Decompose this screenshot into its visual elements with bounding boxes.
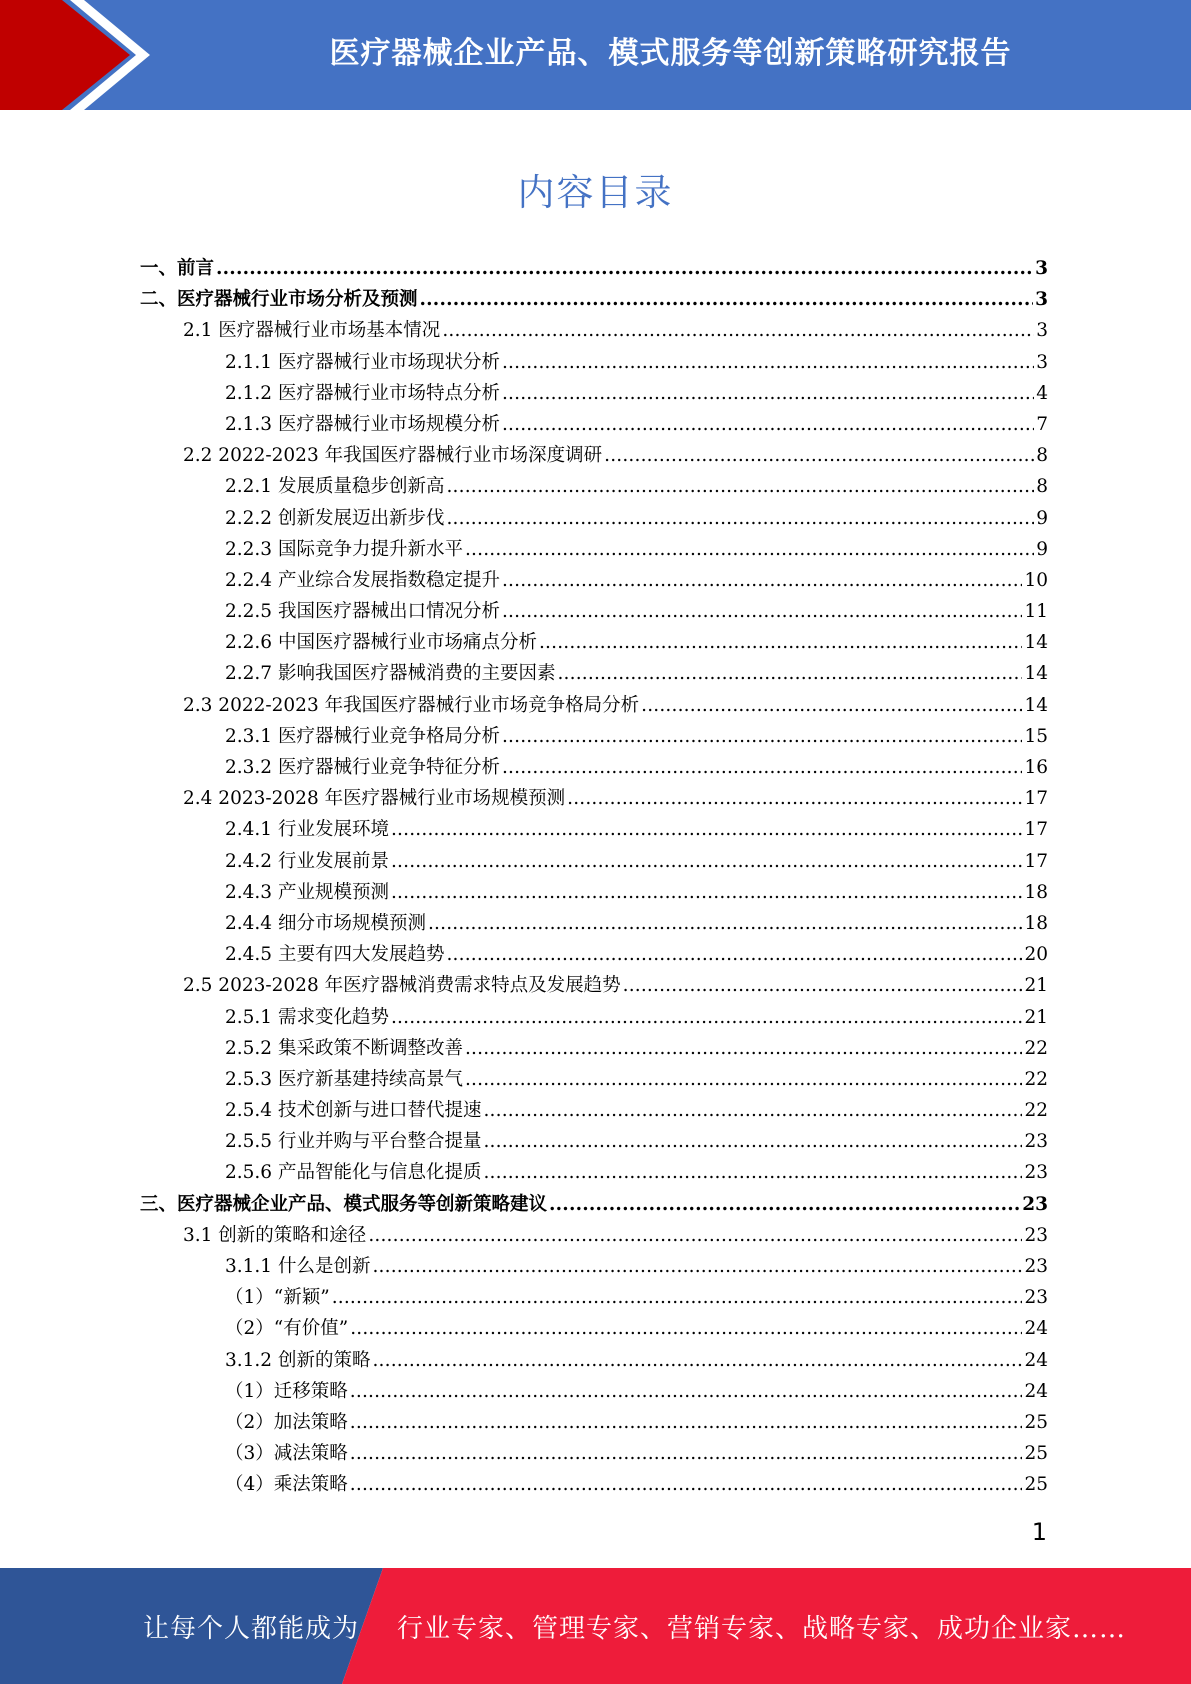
toc-dot-leader bbox=[465, 1064, 1022, 1095]
toc-entry-page: 18 bbox=[1024, 881, 1048, 903]
toc-entry[interactable] bbox=[140, 908, 1048, 939]
toc-entry[interactable] bbox=[140, 1407, 1048, 1438]
toc-dot-leader bbox=[391, 877, 1022, 908]
toc-entry[interactable] bbox=[140, 503, 1048, 534]
toc-entry-title: 2.3 2022-2023 年我国医疗器械行业市场竞争格局分析 bbox=[183, 694, 640, 716]
toc-entry-title: 3.1 创新的策略和途径 bbox=[183, 1224, 367, 1246]
toc-entry-title: （1）“新颖” bbox=[225, 1287, 330, 1309]
toc-entry-page: 23 bbox=[1022, 1193, 1048, 1215]
toc-entry-title: 2.2 2022-2023 年我国医疗器械行业市场深度调研 bbox=[183, 445, 603, 467]
toc-dot-leader bbox=[641, 690, 1022, 721]
toc-entry-title: 2.1.3 医疗器械行业市场规模分析 bbox=[225, 413, 500, 435]
toc-entry[interactable] bbox=[140, 409, 1048, 440]
toc-entry-page: 20 bbox=[1024, 944, 1048, 966]
toc-entry-title: 二、医疗器械行业市场分析及预测 bbox=[140, 289, 418, 311]
toc-dot-leader bbox=[428, 908, 1022, 939]
toc-dot-leader bbox=[483, 1126, 1022, 1157]
toc-entry-page: 8 bbox=[1036, 476, 1048, 498]
toc-entry[interactable] bbox=[140, 627, 1048, 658]
toc-dot-leader bbox=[372, 1251, 1022, 1282]
toc-dot-leader bbox=[350, 1438, 1023, 1469]
toc-entry-page: 3 bbox=[1036, 351, 1048, 373]
toc-entry[interactable] bbox=[140, 1064, 1048, 1095]
toc-entry-page: 25 bbox=[1024, 1474, 1048, 1496]
toc-dot-leader bbox=[502, 721, 1022, 752]
toc-dot-leader bbox=[216, 253, 1033, 284]
toc-entry-page: 21 bbox=[1024, 975, 1048, 997]
toc-dot-leader bbox=[446, 503, 1034, 534]
toc-entry-page: 17 bbox=[1024, 850, 1048, 872]
toc-entry-title: 2.5.5 行业并购与平台整合提量 bbox=[225, 1131, 482, 1153]
toc-dot-leader bbox=[483, 1095, 1022, 1126]
toc-entry[interactable] bbox=[140, 565, 1048, 596]
toc-dot-leader bbox=[442, 315, 1034, 346]
toc-dot-leader bbox=[391, 814, 1022, 845]
toc-entry-title: 2.2.3 国际竞争力提升新水平 bbox=[225, 538, 463, 560]
toc-entry[interactable] bbox=[140, 846, 1048, 877]
toc-entry-page: 3 bbox=[1035, 258, 1048, 279]
toc-entry-title: 2.5 2023-2028 年医疗器械消费需求特点及发展趋势 bbox=[183, 975, 621, 997]
toc-dot-leader bbox=[332, 1282, 1023, 1313]
toc-entry-page: 21 bbox=[1024, 1006, 1048, 1028]
toc-entry-title: （2）“有价值” bbox=[225, 1318, 349, 1340]
toc-entry[interactable] bbox=[140, 471, 1048, 502]
header-chevron-shape bbox=[0, 0, 160, 110]
toc-dot-leader bbox=[350, 1313, 1022, 1344]
toc-entry-page: 14 bbox=[1024, 694, 1048, 716]
toc-entry-title: 2.5.3 医疗新基建持续高景气 bbox=[225, 1068, 463, 1090]
toc-entry-page: 9 bbox=[1036, 538, 1048, 560]
toc-entry[interactable] bbox=[140, 814, 1048, 845]
toc-entry-page: 25 bbox=[1024, 1443, 1048, 1465]
toc-entry-page: 22 bbox=[1024, 1068, 1048, 1090]
toc-entry[interactable] bbox=[140, 1469, 1048, 1500]
toc-dot-leader bbox=[502, 378, 1034, 409]
toc-entry[interactable] bbox=[140, 658, 1048, 689]
toc-dot-leader bbox=[604, 440, 1034, 471]
toc-entry[interactable] bbox=[140, 970, 1048, 1001]
toc-entry[interactable] bbox=[140, 1438, 1048, 1469]
toc-entry[interactable] bbox=[140, 1002, 1048, 1033]
toc-entry[interactable] bbox=[140, 378, 1048, 409]
toc-entry[interactable] bbox=[140, 347, 1048, 378]
toc-entry-page: 17 bbox=[1024, 788, 1048, 810]
toc-dot-leader bbox=[567, 783, 1022, 814]
toc-dot-leader bbox=[372, 1345, 1022, 1376]
toc-entry-title: 3.1.1 什么是创新 bbox=[225, 1256, 371, 1277]
toc-entry-page: 24 bbox=[1024, 1380, 1048, 1402]
toc-dot-leader bbox=[420, 284, 1034, 315]
toc-entry-page: 9 bbox=[1036, 507, 1048, 529]
toc-entry-page: 11 bbox=[1024, 601, 1048, 623]
toc-entry-title: 2.4 2023-2028 年医疗器械行业市场规模预测 bbox=[183, 788, 566, 810]
toc-entry-title: 2.3.1 医疗器械行业竞争格局分析 bbox=[225, 725, 500, 747]
toc-dot-leader bbox=[539, 627, 1022, 658]
toc-dot-leader bbox=[368, 1220, 1022, 1251]
toc-dot-leader bbox=[350, 1469, 1023, 1500]
toc-entry-page: 17 bbox=[1024, 819, 1048, 841]
toc-entry-title: 三、医疗器械企业产品、模式服务等创新策略建议 bbox=[140, 1193, 548, 1215]
toc-entry[interactable] bbox=[140, 1126, 1048, 1157]
toc-entry-title: 2.2.1 发展质量稳步创新高 bbox=[225, 476, 445, 498]
toc-entry-title: 2.5.6 产品智能化与信息化提质 bbox=[225, 1162, 482, 1184]
toc-dot-leader bbox=[465, 534, 1034, 565]
footer-slogan-right: 行业专家、管理专家、营销专家、战略专家、成功企业家…… bbox=[397, 1613, 1127, 1644]
toc-entry[interactable] bbox=[140, 1345, 1048, 1376]
toc-entry[interactable] bbox=[140, 1313, 1048, 1344]
toc-entry-page: 7 bbox=[1036, 413, 1048, 435]
toc-dot-leader bbox=[465, 1033, 1022, 1064]
page-number: 1 bbox=[1031, 1518, 1047, 1546]
toc-entry[interactable] bbox=[140, 284, 1048, 315]
toc-entry-title: 2.2.6 中国医疗器械行业市场痛点分析 bbox=[225, 632, 537, 654]
toc-entry-title: （3）减法策略 bbox=[225, 1443, 348, 1465]
toc-entry-page: 14 bbox=[1024, 663, 1048, 685]
toc-entry-page: 3 bbox=[1035, 289, 1048, 311]
toc-entry[interactable] bbox=[140, 440, 1048, 471]
toc-entry-page: 24 bbox=[1024, 1349, 1048, 1371]
toc-entry-title: （2）加法策略 bbox=[225, 1411, 348, 1433]
footer-band bbox=[0, 1568, 1191, 1684]
toc-entry[interactable] bbox=[140, 939, 1048, 970]
toc-title: 内容目录 bbox=[517, 171, 674, 214]
toc-dot-leader bbox=[391, 846, 1022, 877]
toc-entry-page: 16 bbox=[1024, 757, 1048, 778]
toc-entry-page: 18 bbox=[1024, 912, 1048, 934]
toc-entry-title: 2.1.1 医疗器械行业市场现状分析 bbox=[225, 351, 500, 373]
toc-entry-page: 23 bbox=[1024, 1131, 1048, 1153]
toc-entry-title: 2.4.1 行业发展环境 bbox=[225, 819, 389, 841]
toc-entry-page: 23 bbox=[1024, 1162, 1048, 1184]
toc-entry-page: 23 bbox=[1024, 1287, 1048, 1309]
toc-entry[interactable] bbox=[140, 690, 1048, 721]
toc-entry-page: 22 bbox=[1024, 1100, 1048, 1122]
toc-entry-title: 2.2.5 我国医疗器械出口情况分析 bbox=[225, 601, 500, 623]
toc-entry-title: （4）乘法策略 bbox=[225, 1474, 348, 1496]
toc-entry-title: 2.2.7 影响我国医疗器械消费的主要因素 bbox=[225, 663, 556, 685]
toc-entry-title: 2.3.2 医疗器械行业竞争特征分析 bbox=[225, 757, 500, 778]
toc-entry-title: 2.4.5 主要有四大发展趋势 bbox=[225, 944, 445, 966]
toc-entry-page: 23 bbox=[1024, 1256, 1048, 1277]
toc-entry[interactable] bbox=[140, 534, 1048, 565]
toc-entry-title: 2.4.3 产业规模预测 bbox=[225, 881, 389, 903]
toc-entry[interactable] bbox=[140, 253, 1048, 284]
toc-entry[interactable] bbox=[140, 315, 1048, 346]
toc-entry-title: 2.5.2 集采政策不断调整改善 bbox=[225, 1037, 463, 1059]
toc-entry-title: 2.1 医疗器械行业市场基本情况 bbox=[183, 320, 441, 342]
toc-entry-page: 25 bbox=[1024, 1411, 1048, 1433]
toc-dot-leader bbox=[502, 752, 1022, 783]
toc-entry-title: 2.2.4 产业综合发展指数稳定提升 bbox=[225, 569, 500, 591]
toc-dot-leader bbox=[502, 596, 1022, 627]
toc-dot-leader bbox=[391, 1002, 1022, 1033]
toc-entry-page: 3 bbox=[1036, 320, 1048, 342]
toc-entry-title: 2.5.4 技术创新与进口替代提速 bbox=[225, 1100, 482, 1122]
toc-dot-leader bbox=[446, 939, 1022, 970]
toc-entry[interactable] bbox=[140, 1251, 1048, 1282]
toc-dot-leader bbox=[502, 347, 1034, 378]
table-of-contents bbox=[140, 253, 1048, 1501]
toc-entry-title: 2.2.2 创新发展迈出新步伐 bbox=[225, 507, 445, 529]
toc-entry[interactable] bbox=[140, 1095, 1048, 1126]
toc-entry[interactable] bbox=[140, 783, 1048, 814]
toc-entry[interactable] bbox=[140, 1189, 1048, 1220]
toc-dot-leader bbox=[483, 1157, 1022, 1188]
toc-entry-page: 4 bbox=[1036, 382, 1048, 404]
toc-entry-title: 2.4.4 细分市场规模预测 bbox=[225, 912, 426, 934]
toc-dot-leader bbox=[446, 471, 1034, 502]
toc-dot-leader bbox=[623, 970, 1023, 1001]
toc-entry[interactable] bbox=[140, 1220, 1048, 1251]
toc-entry-title: 一、前言 bbox=[140, 258, 215, 279]
toc-entry-title: 2.4.2 行业发展前景 bbox=[225, 850, 389, 872]
toc-entry[interactable] bbox=[140, 596, 1048, 627]
toc-entry-page: 23 bbox=[1024, 1224, 1048, 1246]
toc-entry[interactable] bbox=[140, 877, 1048, 908]
toc-entry-page: 8 bbox=[1036, 445, 1048, 467]
toc-dot-leader bbox=[549, 1189, 1020, 1220]
toc-entry-page: 10 bbox=[1024, 569, 1048, 591]
toc-entry-page: 24 bbox=[1024, 1318, 1048, 1340]
toc-dot-leader bbox=[557, 658, 1022, 689]
toc-entry-title: 2.1.2 医疗器械行业市场特点分析 bbox=[225, 382, 500, 404]
toc-entry-page: 15 bbox=[1024, 725, 1048, 747]
toc-entry[interactable] bbox=[140, 1282, 1048, 1313]
toc-entry-page: 14 bbox=[1024, 632, 1048, 654]
toc-entry[interactable] bbox=[140, 752, 1048, 783]
toc-dot-leader bbox=[502, 409, 1034, 440]
toc-entry[interactable] bbox=[140, 721, 1048, 752]
footer-slogan-left: 让每个人都能成为 bbox=[143, 1613, 360, 1644]
report-title: 医疗器械企业产品、模式服务等创新策略研究报告 bbox=[329, 36, 1012, 71]
toc-dot-leader bbox=[350, 1407, 1023, 1438]
toc-entry-title: 2.5.1 需求变化趋势 bbox=[225, 1006, 389, 1028]
toc-entry[interactable] bbox=[140, 1157, 1048, 1188]
toc-entry-title: 3.1.2 创新的策略 bbox=[225, 1349, 371, 1371]
toc-entry-page: 22 bbox=[1024, 1037, 1048, 1059]
toc-entry-title: （1）迁移策略 bbox=[225, 1380, 348, 1402]
toc-dot-leader bbox=[350, 1376, 1023, 1407]
toc-entry[interactable] bbox=[140, 1376, 1048, 1407]
toc-dot-leader bbox=[502, 565, 1022, 596]
header-band bbox=[0, 0, 1191, 110]
toc-entry[interactable] bbox=[140, 1033, 1048, 1064]
